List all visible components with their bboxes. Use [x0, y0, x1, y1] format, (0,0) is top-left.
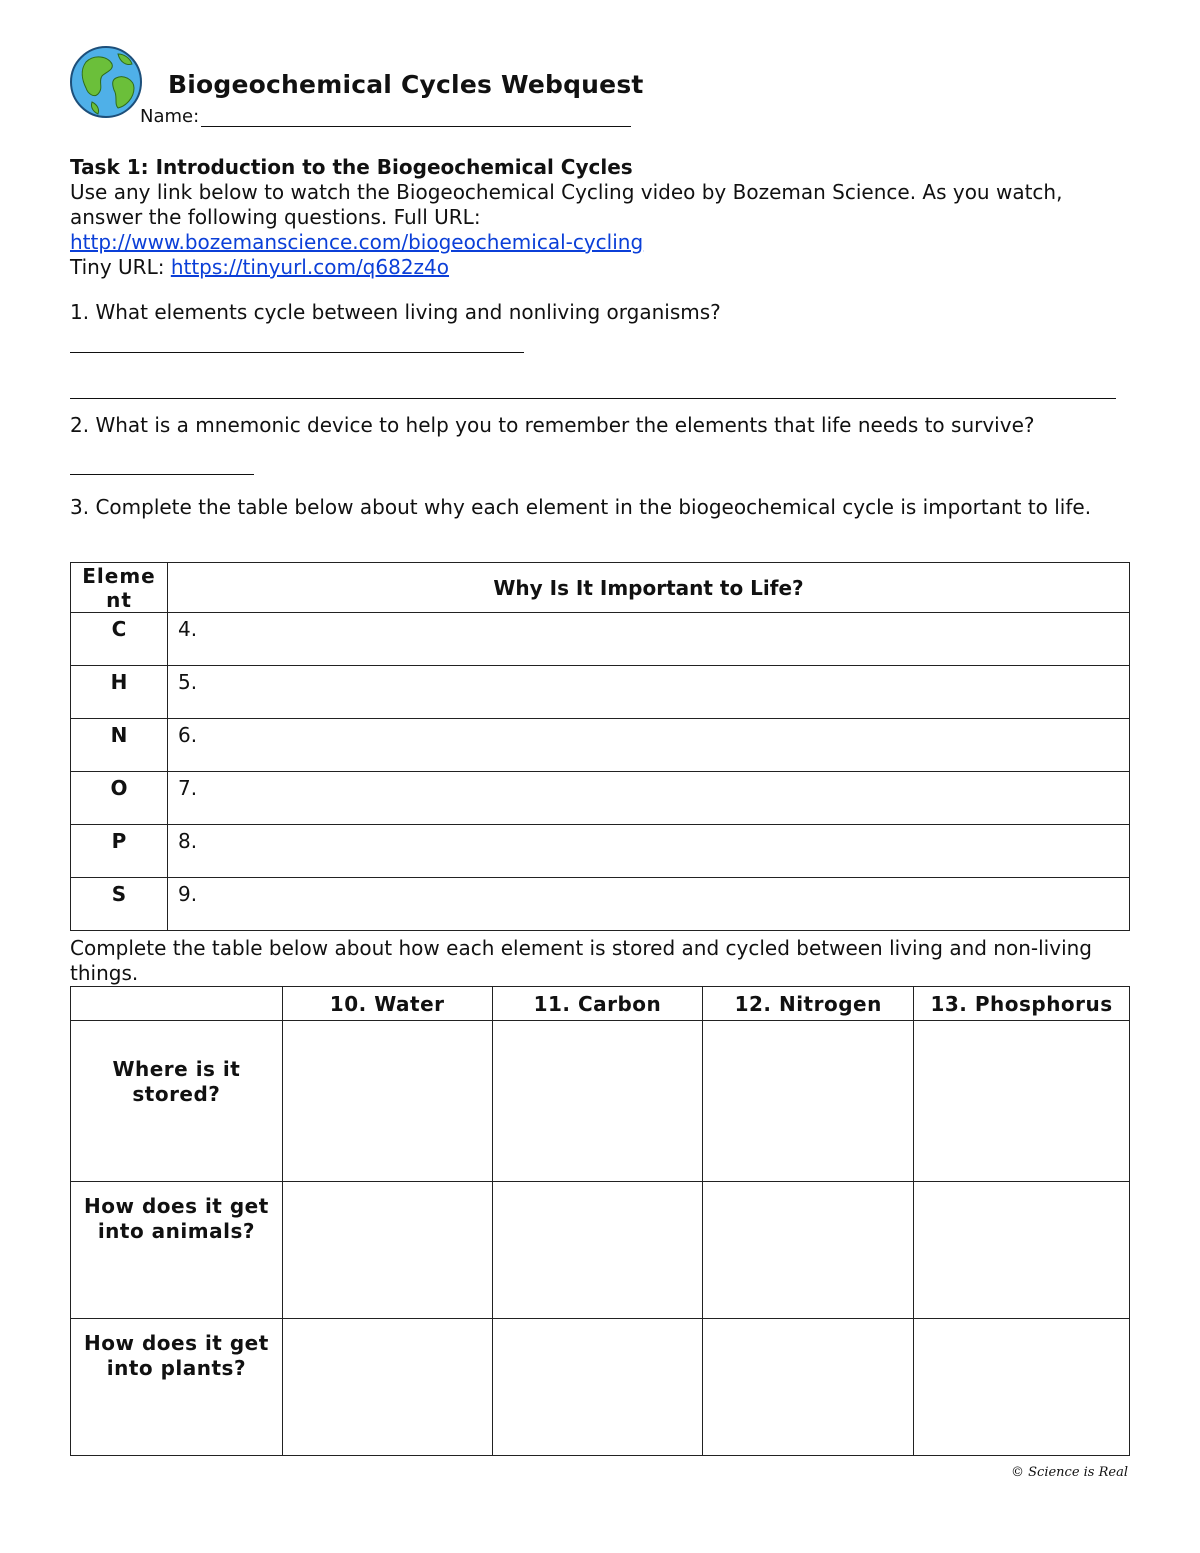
element-symbol: O — [71, 772, 168, 825]
element-symbol: H — [71, 666, 168, 719]
answer-cell[interactable]: 7. — [168, 772, 1130, 825]
tiny-url-label: Tiny URL: — [70, 255, 171, 279]
table-row — [71, 878, 1130, 931]
table-row — [71, 613, 1130, 666]
full-url-link[interactable]: http://www.bozemanscience.com/biogeochemical-cycling — [70, 230, 644, 254]
column-header-water: 10. Water — [282, 987, 492, 1021]
column-header-phosphorus: 13. Phosphorus — [914, 987, 1130, 1021]
answer-cell[interactable]: 9. — [168, 878, 1130, 931]
table-row — [71, 719, 1130, 772]
task-1-section — [70, 155, 1130, 280]
table-row — [71, 772, 1130, 825]
answer-line-2[interactable] — [70, 474, 254, 475]
answer-cell[interactable]: 6. — [168, 719, 1130, 772]
element-cycling-table — [70, 986, 1130, 1456]
answer-cell[interactable] — [492, 1182, 703, 1319]
column-header-element: Eleme nt — [71, 563, 168, 613]
element-symbol: P — [71, 825, 168, 878]
answer-cell[interactable] — [914, 1021, 1130, 1182]
row-header-stored: Where is it stored? — [71, 1021, 283, 1182]
page-title: Biogeochemical Cycles Webquest — [168, 70, 644, 99]
table-row — [71, 666, 1130, 719]
answer-cell[interactable] — [282, 1021, 492, 1182]
tiny-url-link[interactable]: https://tinyurl.com/q682z4o — [170, 255, 450, 279]
table-row — [71, 1021, 1130, 1182]
row-header-animals: How does it get into animals? — [71, 1182, 283, 1319]
table-row — [71, 1182, 1130, 1319]
question-1: 1. What elements cycle between living and nonliving organisms? — [70, 300, 721, 324]
corner-cell — [71, 987, 283, 1021]
globe-icon — [68, 44, 144, 120]
name-label: Name: — [140, 106, 200, 127]
answer-cell[interactable] — [492, 1319, 703, 1456]
question-2: 2. What is a mnemonic device to help you to remember the elements that life needs to survive? — [70, 413, 1035, 437]
answer-cell[interactable]: 5. — [168, 666, 1130, 719]
table-row — [71, 825, 1130, 878]
answer-line-1b[interactable] — [70, 398, 1116, 399]
element-importance-table — [70, 562, 1130, 931]
answer-line-1a[interactable] — [70, 352, 524, 353]
answer-cell[interactable] — [914, 1182, 1130, 1319]
answer-cell[interactable]: 8. — [168, 825, 1130, 878]
element-symbol: C — [71, 613, 168, 666]
answer-cell[interactable] — [703, 1319, 914, 1456]
name-field[interactable] — [140, 106, 631, 127]
question-3: 3. Complete the table below about why each element in the biogeochemical cycle is important to life. — [70, 495, 1092, 519]
answer-cell[interactable]: 4. — [168, 613, 1130, 666]
answer-cell[interactable] — [914, 1319, 1130, 1456]
answer-cell[interactable] — [703, 1021, 914, 1182]
copyright-credit: © Science is Real — [1011, 1465, 1128, 1480]
column-header-carbon: 11. Carbon — [492, 987, 703, 1021]
table-row — [71, 1319, 1130, 1456]
answer-cell[interactable] — [703, 1182, 914, 1319]
table-2-instructions: Complete the table below about how each element is stored and cycled between living and non-living things. — [70, 936, 1092, 985]
column-header-nitrogen: 12. Nitrogen — [703, 987, 914, 1021]
element-symbol: S — [71, 878, 168, 931]
answer-cell[interactable] — [282, 1182, 492, 1319]
answer-cell[interactable] — [492, 1021, 703, 1182]
name-blank[interactable] — [201, 106, 631, 127]
column-header-why: Why Is It Important to Life? — [168, 563, 1130, 613]
task-1-instructions: Use any link below to watch the Biogeochemical Cycling video by Bozeman Science. As you watch, answer the following questions. Full URL: — [70, 180, 1063, 229]
task-1-heading: Task 1: Introduction to the Biogeochemical Cycles — [70, 155, 633, 179]
element-symbol: N — [71, 719, 168, 772]
row-header-plants: How does it get into plants? — [71, 1319, 283, 1456]
answer-cell[interactable] — [282, 1319, 492, 1456]
